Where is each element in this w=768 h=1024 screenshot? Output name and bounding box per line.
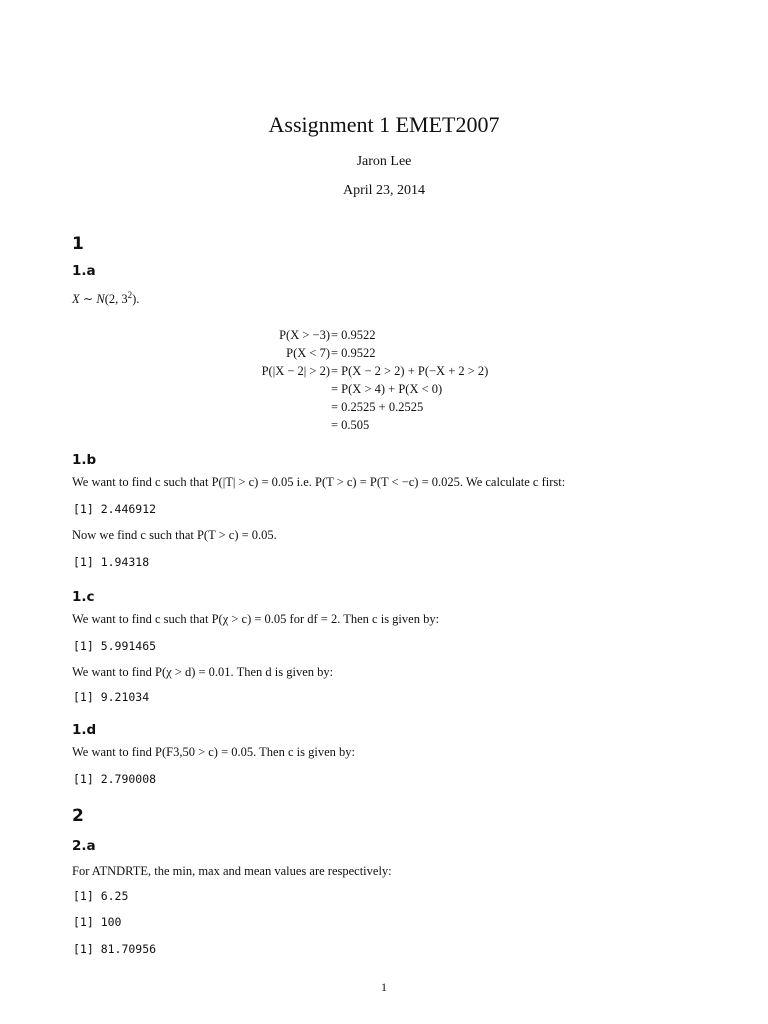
equation-rhs: = P(X − 2 > 2) + P(−X + 2 > 2) [331, 364, 489, 378]
subsection-1d-heading: 1.d [72, 722, 97, 738]
code-output: [1] 100 [73, 915, 122, 929]
date: April 23, 2014 [342, 183, 426, 198]
subsection-2a-heading: 2.a [72, 838, 96, 854]
document-title: Assignment 1 EMET2007 [268, 112, 500, 137]
code-output: [1] 81.70956 [73, 942, 157, 956]
paragraph: We want to find c such that P(χ > c) = 0.05 for df = 2. Then c is given by: [72, 612, 440, 626]
section-2-heading: 2 [72, 806, 84, 826]
code-output: [1] 2.446912 [73, 502, 157, 516]
paragraph: Now we find c such that P(T > c) = 0.05. [72, 528, 277, 542]
equation-rhs: = 0.9522 [331, 346, 376, 360]
author: Jaron Lee [356, 154, 412, 169]
section-1-heading: 1 [72, 234, 84, 254]
subsection-1b-heading: 1.b [72, 452, 97, 468]
paragraph: For ATNDRTE, the min, max and mean values are respectively: [72, 864, 392, 878]
code-output: [1] 2.790008 [73, 772, 157, 786]
equation-rhs: = 0.9522 [331, 328, 376, 342]
code-output: [1] 1.94318 [73, 555, 150, 569]
subsection-1c-heading: 1.c [72, 589, 95, 605]
paragraph: We want to find P(F3,50 > c) = 0.05. Then c is given by: [72, 745, 355, 759]
distribution-statement: X ∼ N(2, $3^2$). [72, 290, 140, 307]
paragraph: We want to find c such that P(|T| > c) = 0.05 i.e. P(T > c) = P(T < −c) = 0.025. We calculate c first: [72, 475, 566, 489]
equation-lhs: P(X > −3) [279, 328, 330, 342]
paragraph: We want to find P(χ > d) = 0.01. Then d is given by: [72, 665, 334, 679]
code-output: [1] 9.21034 [73, 690, 150, 704]
subsection-1a-heading: 1.a [72, 263, 96, 279]
page-number: 1 [381, 980, 387, 994]
equation-lhs: P(|X − 2| > 2) [261, 364, 330, 378]
code-output: [1] 5.991465 [73, 639, 157, 653]
equation-lhs: P(X < 7) [286, 346, 330, 360]
code-output: [1] 6.25 [73, 889, 129, 903]
equation-rhs: = P(X > 4) + P(X < 0) [331, 382, 443, 396]
equation-rhs: = 0.505 [331, 418, 370, 432]
equation-rhs: = 0.2525 + 0.2525 [331, 400, 424, 414]
